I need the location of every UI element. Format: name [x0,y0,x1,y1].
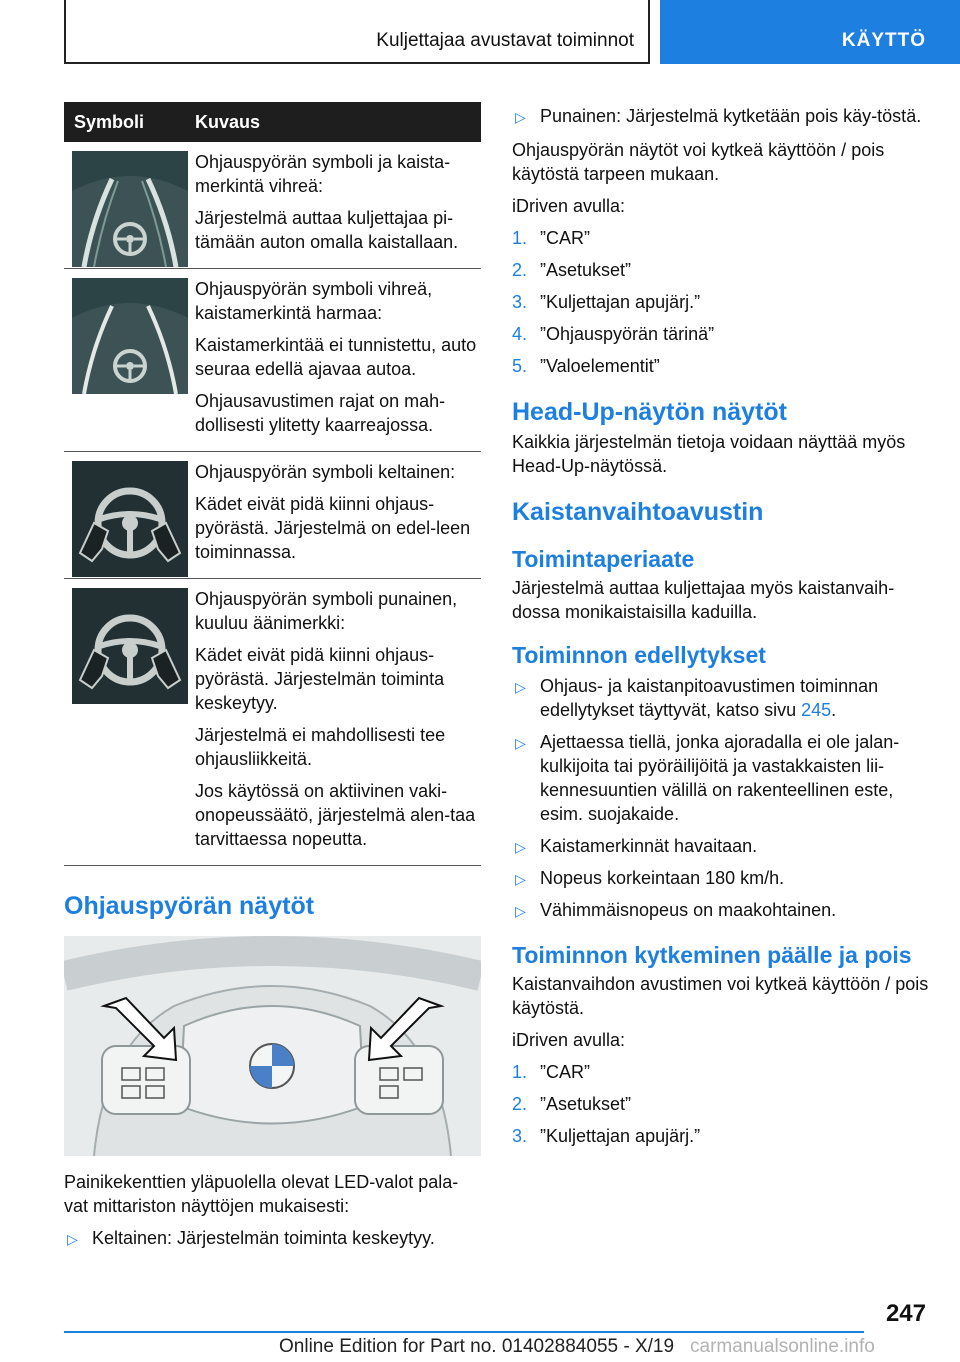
description-text: Kaistamerkintää ei tunnistettu, auto seuraa edellä ajavaa autoa. [195,335,477,379]
list-item [512,226,932,250]
list-item-text: Keltainen: Järjestelmän toiminta keskeytyy. [92,1228,435,1248]
step-number: 3. [512,1126,528,1146]
list-item [512,730,932,826]
description-text: Ohjauspyörän symboli punainen, kuuluu äänimerkki: [195,589,458,633]
paragraph: iDriven avulla: [512,1030,626,1050]
paragraph: Kaistanvaihdon avustimen voi kytkeä käyttöön / pois käytöstä. [512,974,929,1018]
subsection-heading: Toimintaperiaate [512,546,695,572]
description-text: Ohjausavustimen rajat on mah-dollisesti ylitetty kaarreajossa. [195,391,446,435]
description-text: Jos käytössä on aktiivinen vaki-onopeussäätö, järjestelmä alen-taa tarvittaessa nopeutta. [195,781,476,849]
steering-wheel-lane-grey-icon [72,278,188,394]
list-item [512,104,932,128]
steering-wheel-buttons-photo [64,936,481,1156]
bullet-triangle-icon: ▷ [515,109,526,125]
left-column [64,102,481,1250]
description-text: Ohjauspyörän symboli vihreä, kaistamerkintä harmaa: [195,279,433,323]
description-text: Ohjauspyörän symboli ja kaista-merkintä vihreä: [195,152,451,196]
step-number: 4. [512,324,528,344]
requirements-list [512,674,932,922]
step-number: 2. [512,260,528,280]
description-text: Kädet eivät pidä kiinni ohjaus-pyörästä. Järjestelmä on edel-leen toiminnassa. [195,494,471,562]
page-link[interactable]: 245 [801,700,832,720]
paragraph: Järjestelmä auttaa kuljettajaa myös kaistanvaih-dossa monikaistaisilla kaduilla. [512,578,895,622]
bullet-triangle-icon: ▷ [515,679,526,695]
watermark: carmanualsonline.info [690,1336,875,1357]
bullet-triangle-icon: ▷ [515,871,526,887]
description-text: Ohjauspyörän symboli keltainen: [195,462,456,482]
table-row [64,269,481,452]
step-text: ”Asetukset” [540,260,632,280]
list-item [512,898,932,922]
paragraph: iDriven avulla: [512,196,626,216]
step-text: ”CAR” [540,1062,590,1082]
list-item [512,1124,932,1148]
subsection-heading: Toiminnon edellytykset [512,642,766,668]
subsection-heading: Toiminnon kytkeminen päälle ja pois [512,942,912,968]
step-number: 1. [512,1062,528,1082]
steering-wheel-lane-green-icon [72,151,188,267]
edition-text: Online Edition for Part no. 01402884055 - X/19 [279,1336,675,1357]
bullet-triangle-icon: ▷ [515,735,526,751]
bullet-triangle-icon: ▷ [515,839,526,855]
description-text: Kädet eivät pidä kiinni ohjaus-pyörästä. Järjestelmän toiminta keskeytyy. [195,645,445,713]
chapter-label: KÄYTTÖ [841,30,926,51]
step-text: ”Ohjauspyörän tärinä” [540,324,715,344]
chapter-tab [660,0,960,64]
step-number: 1. [512,228,528,248]
list-item-text: Kaistamerkinnät havaitaan. [540,836,758,856]
paragraph: Kaikkia järjestelmän tietoja voidaan näyttää myös Head-Up-näytössä. [512,432,906,476]
right-column [512,104,932,1148]
list-item-text: Ohjaus- ja kaistanpitoavustimen toiminnan edellytykset täyttyvät, katso sivu [540,676,879,720]
led-description: Painikekenttien yläpuolella olevat LED-valot pala-vat mittariston näyttöjen mukaisesti: [64,1172,459,1216]
table-row [64,452,481,579]
bullet-triangle-icon: ▷ [67,1231,78,1247]
numbered-list [512,1060,932,1148]
section-heading: Head-Up-näytön näytöt [512,398,787,426]
list-item [512,322,932,346]
step-text: ”Asetukset” [540,1094,632,1114]
description-text: Järjestelmä ei mahdollisesti tee ohjausliikkeitä. [195,725,446,769]
numbered-list [512,226,932,378]
symbol-table [64,102,481,866]
step-text: ”Valoelementit” [540,356,660,376]
list-item-text: Nopeus korkeintaan 180 km/h. [540,868,785,888]
list-item [512,258,932,282]
list-item [512,1092,932,1116]
col-header-description: Kuvaus [189,102,481,142]
list-item [512,866,932,890]
footer-divider [64,1331,864,1333]
hands-on-wheel-red-icon [72,588,188,704]
list-item-text: . [831,700,837,720]
list-item [512,290,932,314]
list-item-text: Ajettaessa tiellä, jonka ajoradalla ei ole jalan-kulkijoita tai pyöräilijöitä ja vastakkaisten lii-kennesuuntien välillä on rakenteellinen este, esim. suojakaide. [540,732,900,824]
table-row [64,142,481,269]
step-text: ”Kuljettajan apujärj.” [540,1126,701,1146]
header-title-box [64,0,650,64]
list-item [64,1226,481,1250]
step-number: 2. [512,1094,528,1114]
list-item [512,354,932,378]
description-text: Järjestelmä auttaa kuljettajaa pi-tämään auton omalla kaistallaan. [195,208,459,252]
section-heading: Ohjauspyörän näytöt [64,892,315,920]
list-item [512,674,932,722]
step-text: ”CAR” [540,228,590,248]
step-text: ”Kuljettajan apujärj.” [540,292,701,312]
list-item-text: Vähimmäisnopeus on maakohtainen. [540,900,837,920]
section-heading: Kaistanvaihtoavustin [512,498,764,526]
list-item-text: Punainen: Järjestelmä kytketään pois käy-töstä. [540,106,922,126]
header-title: Kuljettajaa avustavat toiminnot [376,30,634,51]
hands-on-wheel-yellow-icon [72,461,188,577]
col-header-symbol: Symboli [64,102,189,142]
list-item [512,1060,932,1084]
list-item [512,834,932,858]
step-number: 5. [512,356,528,376]
step-number: 3. [512,292,528,312]
paragraph: Ohjauspyörän näytöt voi kytkeä käyttöön / pois käytöstä tarpeen mukaan. [512,140,885,184]
bullet-triangle-icon: ▷ [515,903,526,919]
page-number: 247 [885,1300,926,1327]
table-row [64,579,481,866]
